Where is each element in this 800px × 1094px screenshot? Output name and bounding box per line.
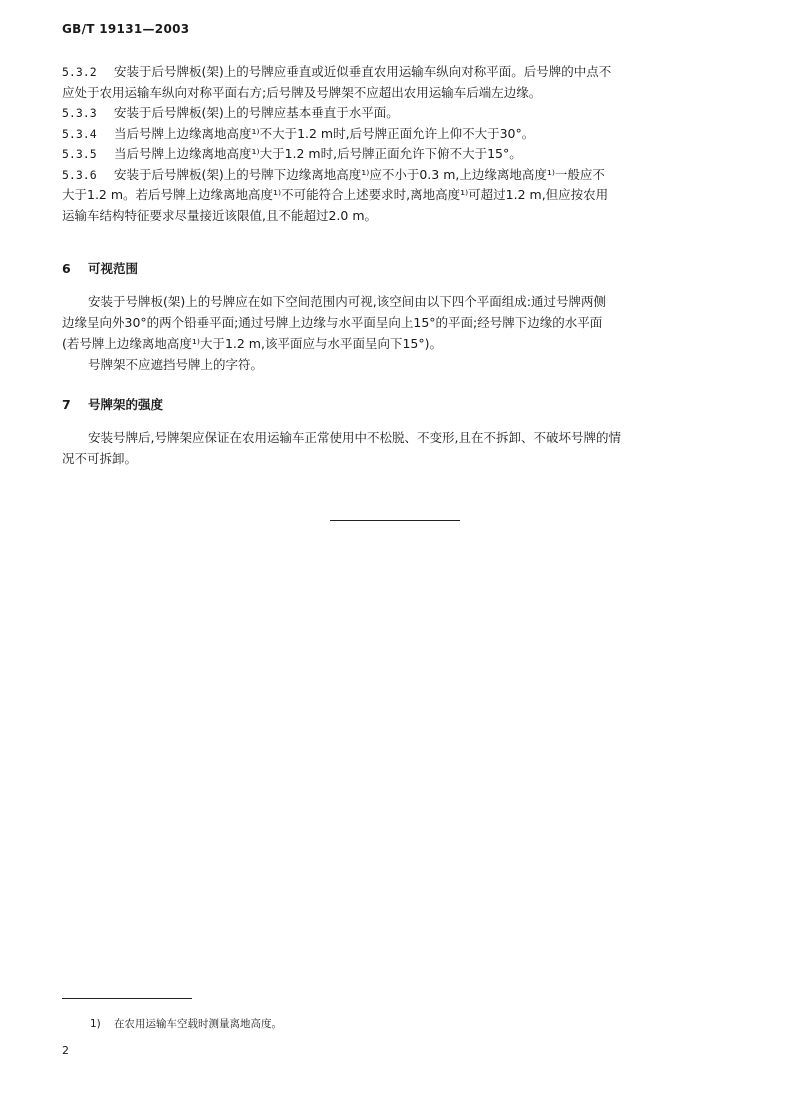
page-number: 2 — [62, 1044, 69, 1057]
clause-5-3-4-line-1 — [62, 124, 752, 145]
section-6-para-1-line-2: 边缘呈向外30°的两个铅垂平面;通过号牌上边缘与水平面呈向上15°的平面;经号牌下边缘的水平面 — [62, 315, 603, 330]
section-7-para-1-line-1: 安装号牌后,号牌架应保证在农用运输车正常使用中不松脱、不变形,且在不拆卸、不破坏号牌的情 — [88, 430, 621, 445]
section-7-para-1-line-2: 况不可拆卸。 — [62, 451, 138, 466]
section-6-body — [62, 291, 754, 375]
clause-text: 安装于后号牌板(架)上的号牌应基本垂直于水平面。 — [114, 105, 399, 120]
clause-text: 当后号牌上边缘离地高度¹⁾大于1.2 m时,后号牌正面允许下俯不大于15°。 — [114, 146, 522, 161]
footnote — [90, 1016, 282, 1031]
clause-5-3-3-line-1 — [62, 103, 752, 124]
clause-5-3-2-line-1 — [62, 62, 752, 83]
section-6-heading — [62, 259, 138, 277]
clause-number: 5.3.2 — [62, 65, 97, 79]
clause-text: 当后号牌上边缘离地高度¹⁾不大于1.2 m时,后号牌正面允许上仰不大于30°。 — [114, 125, 535, 141]
end-of-text-rule — [330, 520, 460, 521]
footnote-separator — [62, 998, 192, 999]
section-number: 7 — [62, 397, 71, 412]
clause-5-3-6-line-2: 大于1.2 m。若后号牌上边缘离地高度¹⁾不可能符合上述要求时,离地高度¹⁾可超过1.2 m,但应按农用 — [62, 187, 609, 202]
section-number: 6 — [62, 261, 71, 276]
footnote-text: 在农用运输车空载时测量离地高度。 — [114, 1018, 282, 1030]
clause-number: 5.3.6 — [62, 167, 97, 182]
clause-text: 安装于后号牌板(架)上的号牌应垂直或近似垂直农用运输车纵向对称平面。后号牌的中点不 — [114, 64, 612, 79]
standard-code-header: GB/T 19131—2003 — [62, 22, 190, 36]
clause-5-3-6-line-3: 运输车结构特征要求尽量接近该限值,且不能超过2.0 m。 — [62, 207, 378, 223]
section-7-body — [62, 427, 754, 469]
section-title: 可视范围 — [88, 261, 139, 276]
clause-number: 5.3.5 — [62, 147, 97, 161]
clauses-block — [62, 62, 752, 226]
clause-number: 5.3.4 — [62, 126, 97, 141]
clause-5-3-2-line-2: 应处于农用运输车纵向对称平面右方;后号牌及号牌架不应超出农用运输车后端左边缘。 — [62, 84, 542, 100]
section-title: 号牌架的强度 — [88, 397, 164, 412]
section-7-heading — [62, 395, 163, 413]
clause-5-3-5-line-1 — [62, 144, 752, 165]
clause-text: 安装于后号牌板(架)上的号牌下边缘离地高度¹⁾应不小于0.3 m,上边缘离地高度¹⁾一般应不 — [114, 166, 605, 182]
section-6-para-1-line-3: (若号牌上边缘离地高度¹⁾大于1.2 m,该平面应与水平面呈向下15°)。 — [62, 336, 442, 351]
clause-number: 5.3.3 — [62, 106, 97, 120]
clause-5-3-6-line-1 — [62, 165, 752, 186]
footnote-mark: 1) — [90, 1018, 101, 1030]
section-6-para-1-line-1: 安装于号牌板(架)上的号牌应在如下空间范围内可视,该空间由以下四个平面组成:通过号牌两侧 — [88, 294, 606, 309]
section-6-para-2-line-1: 号牌架不应遮挡号牌上的字符。 — [88, 357, 264, 372]
